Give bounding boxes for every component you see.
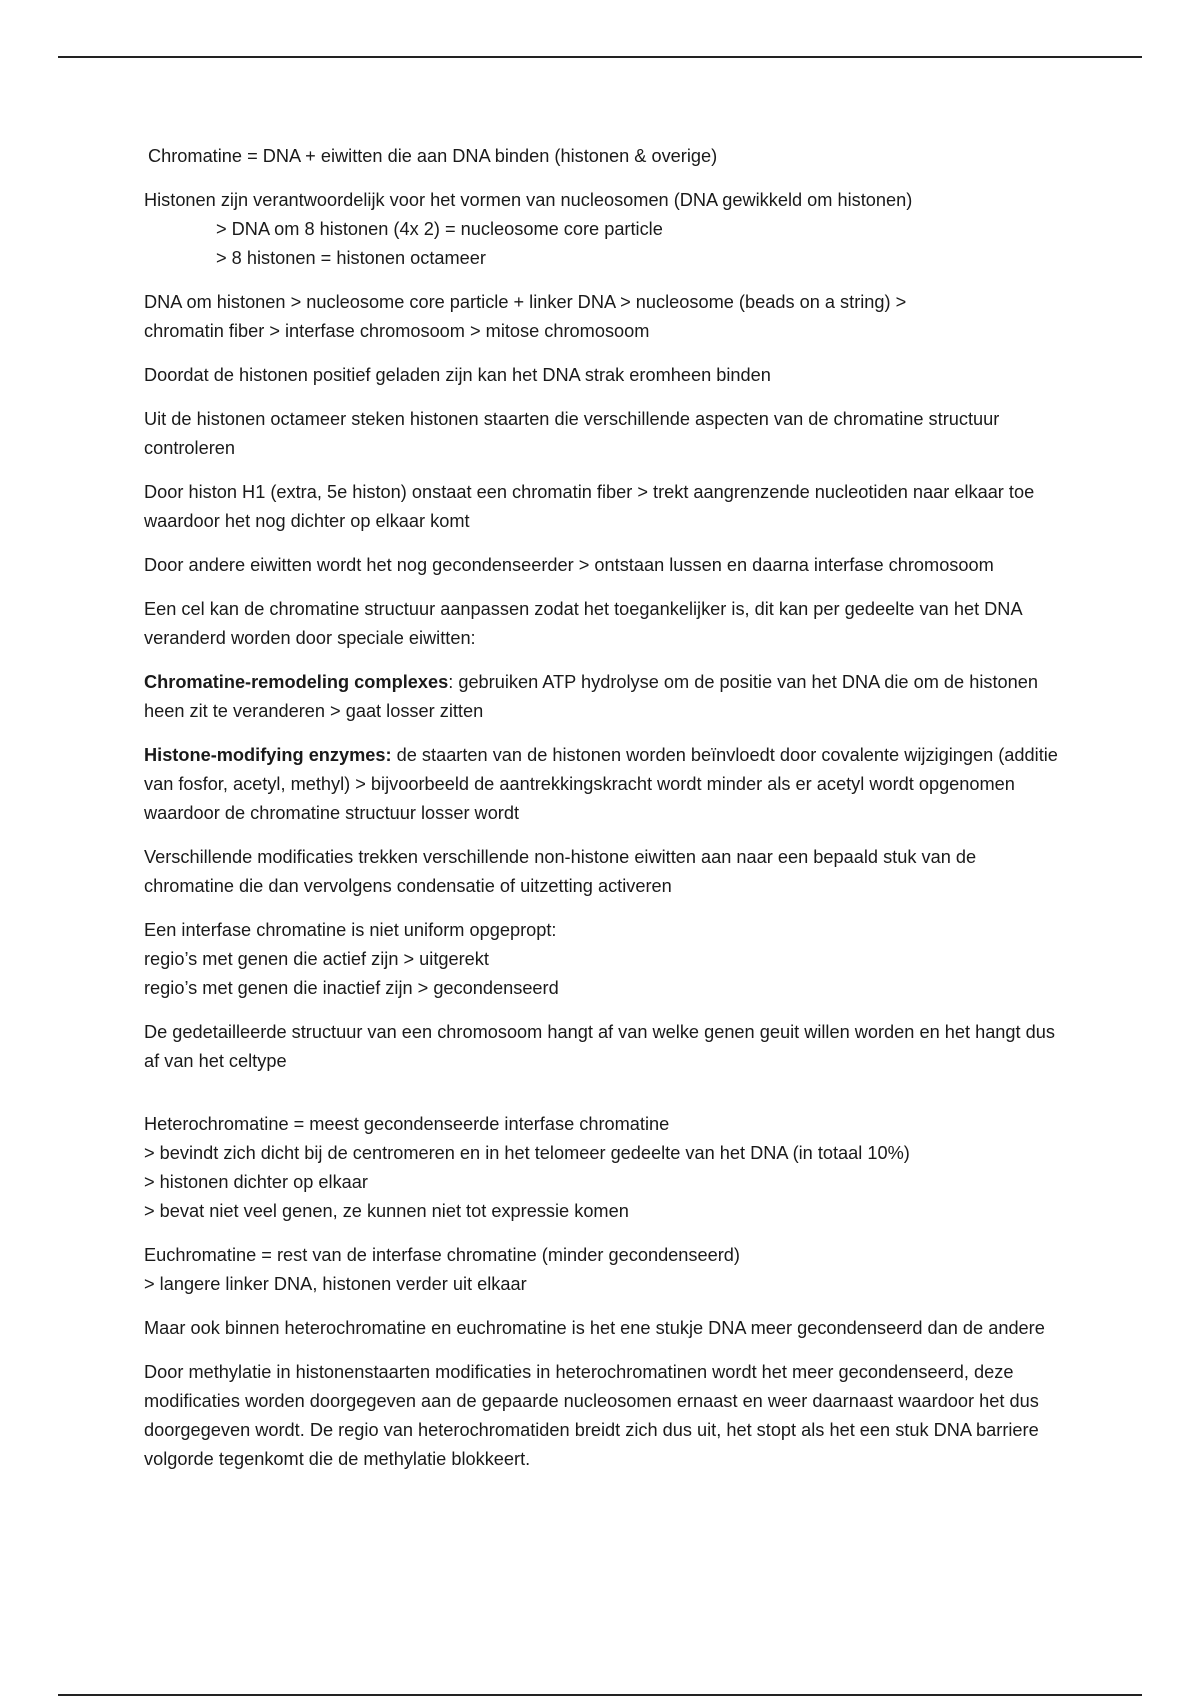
header-rule bbox=[58, 56, 1142, 58]
interfase-line-1: Een interfase chromatine is niet uniform opgepropt: bbox=[144, 920, 557, 940]
paragraph-gedetailleerde-structuur: De gedetailleerde structuur van een chromosoom hangt af van welke genen geuit willen worden en het hangt dus af van het celtype bbox=[144, 1022, 1055, 1071]
term-histone-modifying: Histone-modifying enzymes: bbox=[144, 745, 392, 765]
document-body bbox=[144, 142, 1064, 1489]
histonen-line-1: Histonen zijn verantwoordelijk voor het vormen van nucleosomen (DNA gewikkeld om histonen) bbox=[144, 190, 913, 210]
footer-rule bbox=[58, 1694, 1142, 1696]
hetero-line-2: > bevindt zich dicht bij de centromeren en in het telomeer gedeelte van het DNA (in totaal 10%) bbox=[144, 1143, 910, 1163]
paragraph-remodeling-complexes bbox=[144, 668, 1064, 726]
histonen-line-3: > 8 histonen = histonen octameer bbox=[216, 248, 486, 268]
interfase-line-3: regio’s met genen die inactief zijn > gecondenseerd bbox=[144, 978, 559, 998]
text-histone-modifying: de staarten van de histonen worden beïnvloedt door covalente wijzigingen (additie van fosfor, acetyl, methyl) > bijvoorbeeld de aantrekkingskracht wordt minder als er acetyl wordt opgenomen waardoor de chromatine structuur losser wordt bbox=[144, 745, 1058, 823]
paragraph-binnen-heterochromatine: Maar ook binnen heterochromatine en euchromatine is het ene stukje DNA meer gecondenseerd dan de andere bbox=[144, 1318, 1045, 1338]
paragraph-chromatine: Chromatine = DNA + eiwitten die aan DNA binden (histonen & overige) bbox=[148, 146, 718, 166]
paragraph-histon-h1: Door histon H1 (extra, 5e histon) onstaat een chromatin fiber > trekt aangrenzende nucleotiden naar elkaar toe waardoor het nog dichter op elkaar komt bbox=[144, 482, 1035, 531]
hetero-line-3: > histonen dichter op elkaar bbox=[144, 1172, 368, 1192]
paragraph-methylatie: Door methylatie in histonenstaarten modificaties in heterochromatinen wordt het meer gecondenseerd, deze modificaties worden doorgegeven aan de gepaarde nucleosomen ernaast en weer daarnaast waardoor het dus doorgegeven wordt. De regio van heterochromatiden breidt zich dus uit, het stopt als het een stuk DNA barriere volgorde tegenkomt die de methylatie blokkeert. bbox=[144, 1362, 1039, 1469]
dna-line-1: DNA om histonen > nucleosome core particle + linker DNA > nucleosome (beads on a string) > bbox=[144, 292, 907, 312]
paragraph-positief-geladen: Doordat de histonen positief geladen zijn kan het DNA strak eromheen binden bbox=[144, 365, 771, 385]
paragraph-histone-modifying bbox=[144, 741, 1064, 828]
hetero-line-1: Heterochromatine = meest gecondenseerde interfase chromatine bbox=[144, 1114, 670, 1134]
paragraph-euchromatine bbox=[144, 1241, 1064, 1299]
paragraph-histonen-staarten: Uit de histonen octameer steken histonen staarten die verschillende aspecten van de chromatine structuur controleren bbox=[144, 409, 1000, 458]
paragraph-modificaties: Verschillende modificaties trekken verschillende non-histone eiwitten aan naar een bepaald stuk van de chromatine die dan vervolgens condensatie of uitzetting activeren bbox=[144, 847, 977, 896]
eu-line-2: > langere linker DNA, histonen verder uit elkaar bbox=[144, 1274, 527, 1294]
paragraph-interfase-chromatine bbox=[144, 916, 1064, 1003]
hetero-line-4: > bevat niet veel genen, ze kunnen niet tot expressie komen bbox=[144, 1201, 629, 1221]
interfase-line-2: regio’s met genen die actief zijn > uitgerekt bbox=[144, 949, 489, 969]
eu-line-1: Euchromatine = rest van de interfase chromatine (minder gecondenseerd) bbox=[144, 1245, 740, 1265]
dna-line-2: chromatin fiber > interfase chromosoom > mitose chromosoom bbox=[144, 321, 650, 341]
paragraph-histonen bbox=[144, 186, 1064, 273]
histonen-line-2: > DNA om 8 histonen (4x 2) = nucleosome core particle bbox=[216, 219, 663, 239]
paragraph-dna-om-histonen bbox=[144, 288, 1064, 346]
paragraph-heterochromatine bbox=[144, 1110, 1064, 1226]
text-remodeling: : gebruiken ATP hydrolyse om de positie van het DNA die om de histonen heen zit te veranderen > gaat losser zitten bbox=[144, 672, 1038, 721]
paragraph-cel-aanpassen: Een cel kan de chromatine structuur aanpassen zodat het toegankelijker is, dit kan per gedeelte van het DNA veranderd worden door speciale eiwitten: bbox=[144, 599, 1022, 648]
term-remodeling: Chromatine-remodeling complexes bbox=[144, 672, 449, 692]
paragraph-andere-eiwitten: Door andere eiwitten wordt het nog gecondenseerder > ontstaan lussen en daarna interfase chromosoom bbox=[144, 555, 994, 575]
